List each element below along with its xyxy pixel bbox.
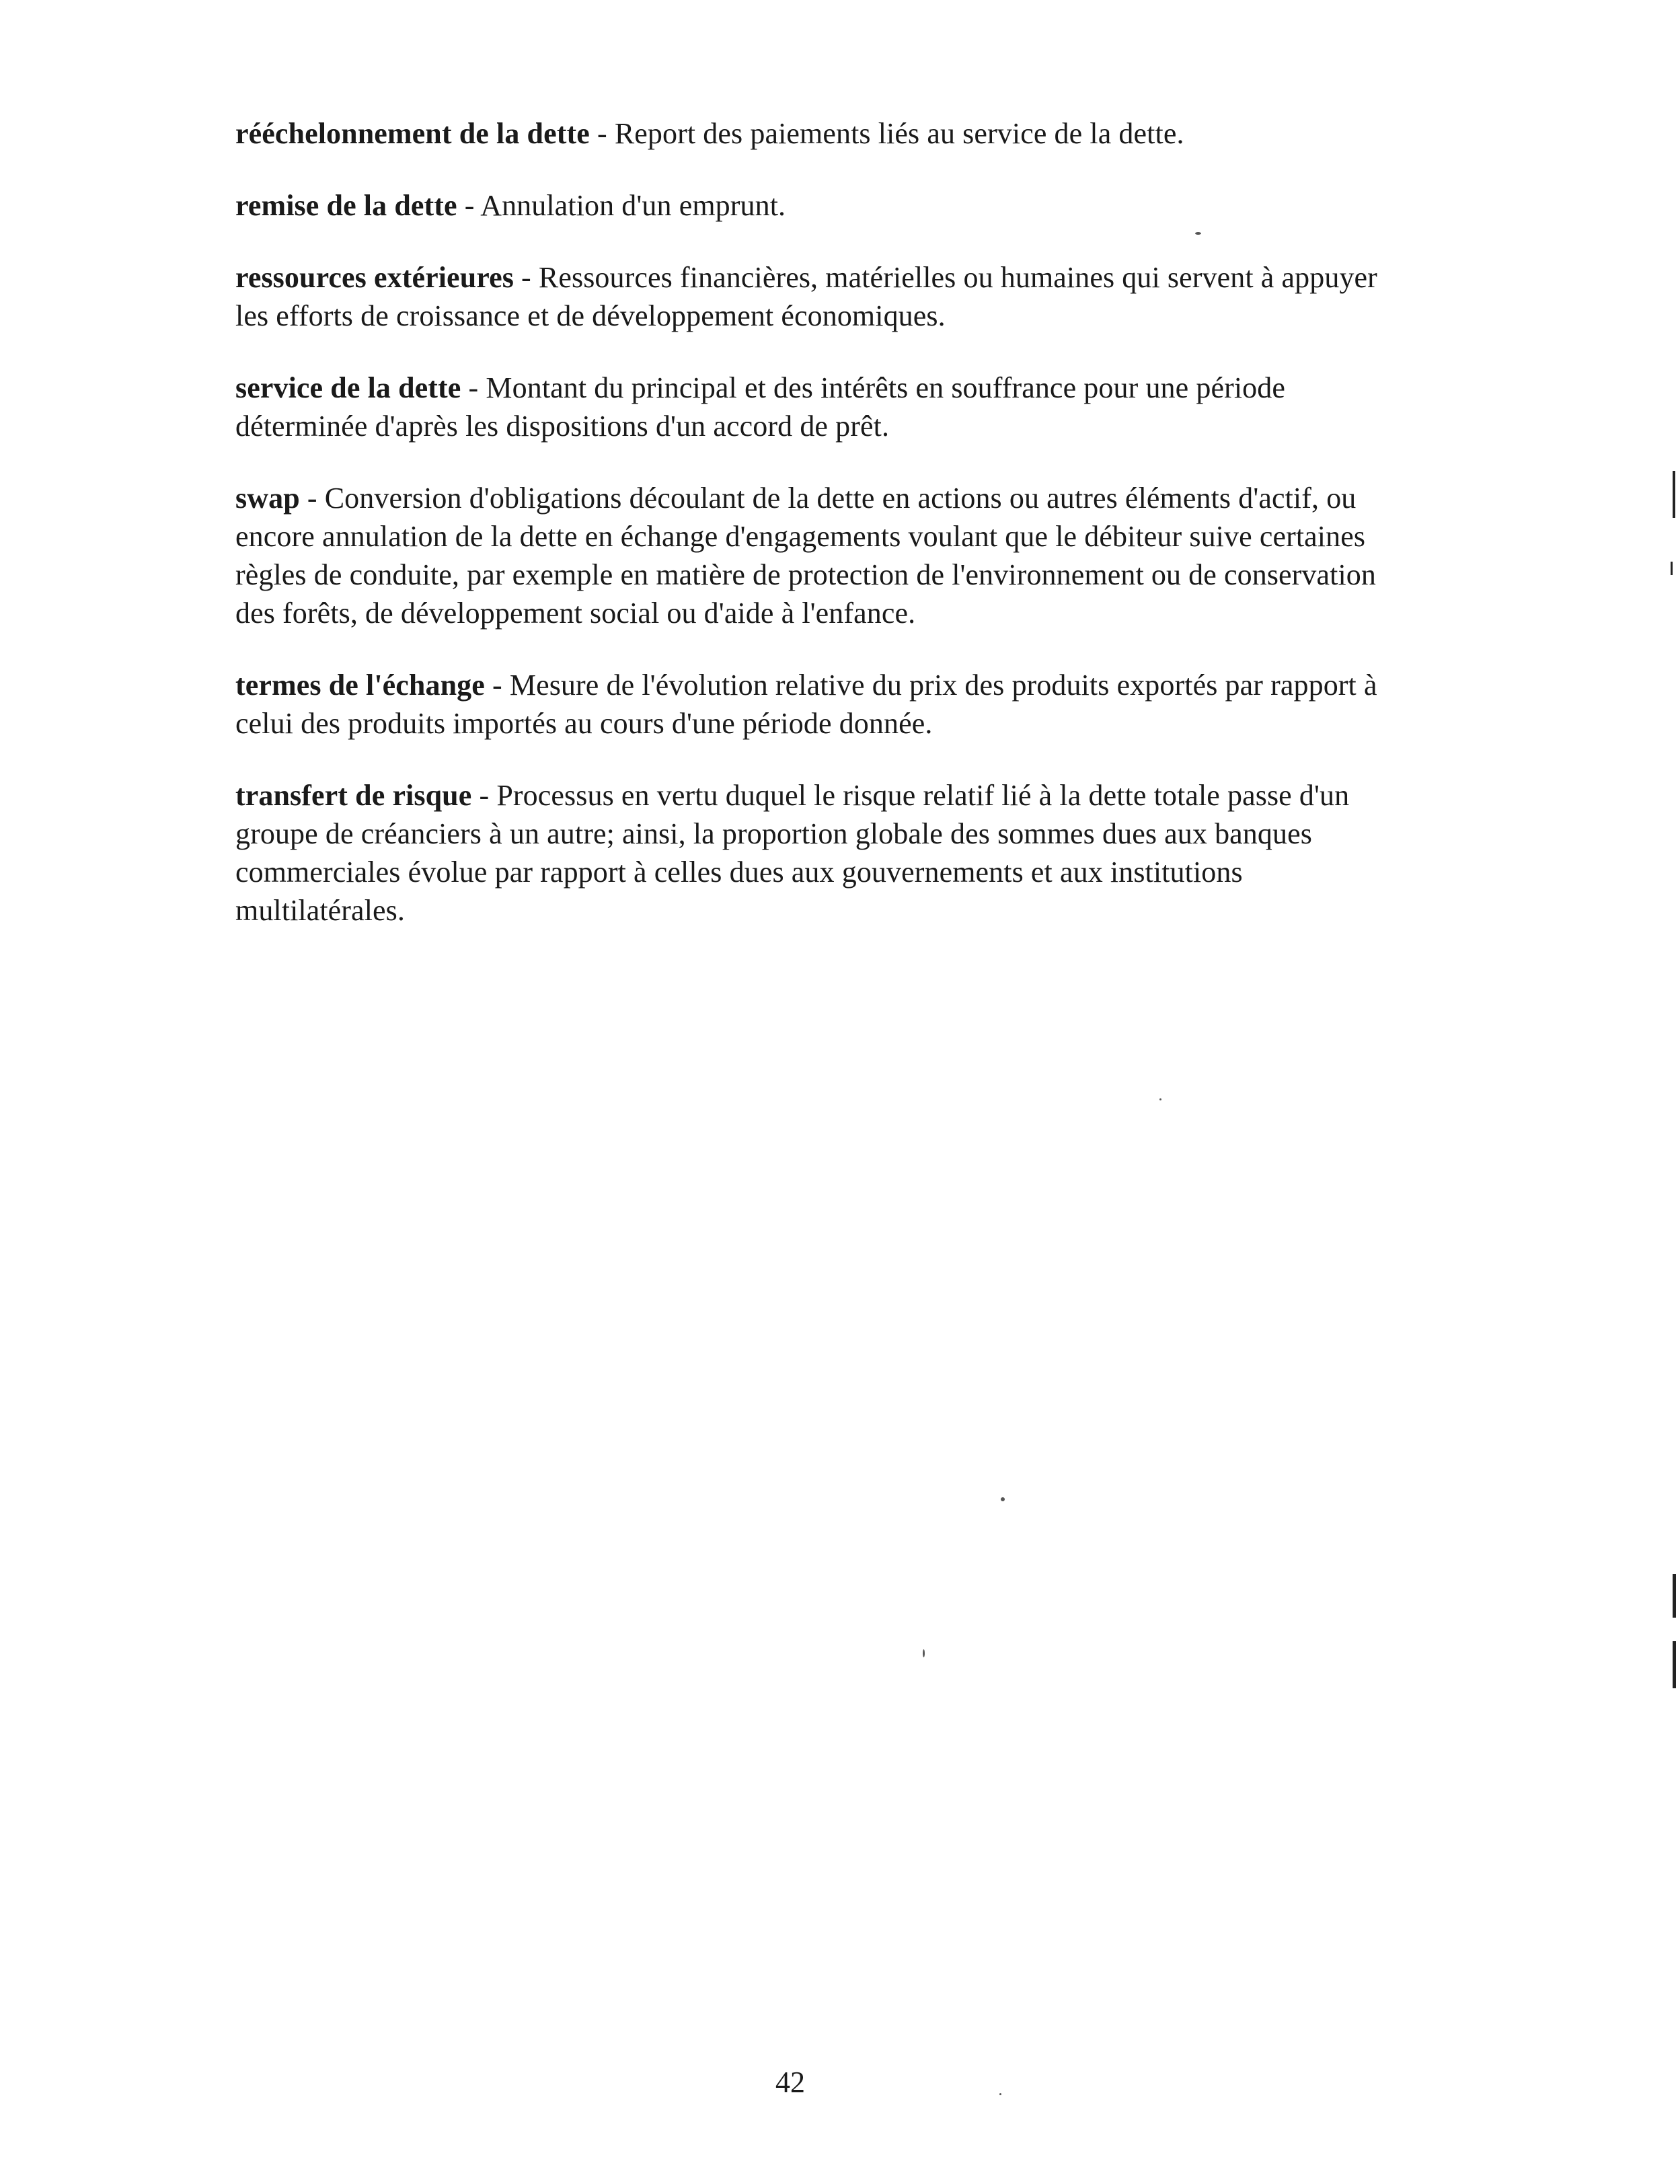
scan-speck (1001, 1497, 1005, 1501)
glossary-entry-reechelonnement (235, 114, 1406, 153)
glossary (235, 114, 1406, 963)
scan-mark (1673, 1574, 1676, 1618)
term-separator: - (471, 779, 497, 812)
glossary-entry-termes (235, 666, 1406, 743)
glossary-entry-remise (235, 186, 1406, 225)
term-separator: - (461, 371, 486, 404)
scan-speck (1159, 1098, 1161, 1100)
scan-mark (1671, 562, 1673, 575)
glossary-entry-ressources (235, 258, 1406, 335)
scan-speck (1195, 232, 1201, 235)
glossary-definition: Annulation d'un emprunt. (480, 189, 786, 222)
glossary-definition: Report des paiements liés au service de la dette. (614, 117, 1184, 150)
glossary-definition: Processus en vertu duquel le risque relatif lié à la dette totale passe d'un groupe de créanciers à un autre; ainsi, la proportion globale des sommes dues aux banques commerciales évolue par rapport à celles dues aux gouvernements et aux institutions multilatérales. (235, 779, 1350, 927)
page-number: 42 (775, 2066, 805, 2099)
scan-mark (1673, 1641, 1676, 1688)
glossary-term: service de la dette (235, 371, 461, 404)
term-separator: - (299, 482, 325, 515)
glossary-term: swap (235, 482, 300, 515)
glossary-definition: Ressources financières, matérielles ou humaines qui servent à appuyer les efforts de croissance et de développement économiques. (235, 261, 1377, 332)
term-separator: - (457, 189, 481, 222)
glossary-term: termes de l'échange (235, 669, 485, 702)
term-separator: - (589, 117, 615, 150)
glossary-definition: Montant du principal et des intérêts en souffrance pour une période déterminée d'après les dispositions d'un accord de prêt. (235, 371, 1286, 443)
glossary-definition: Conversion d'obligations découlant de la dette en actions ou autres éléments d'actif, ou encore annulation de la dette en échange d'engagements voulant que le débiteur suive certaines règles de conduite, par exemple en matière de protection de l'environnement ou de conservation des forêts, de développement social ou d'aide à l'enfance. (235, 482, 1377, 630)
glossary-entry-transfert (235, 776, 1406, 930)
glossary-entry-service (235, 369, 1406, 445)
glossary-term: transfert de risque (235, 779, 472, 812)
glossary-entry-swap (235, 479, 1406, 632)
glossary-term: remise de la dette (235, 189, 457, 222)
scan-mark (1673, 471, 1675, 518)
scan-speck (999, 2093, 1001, 2095)
glossary-term: rééchelonnement de la dette (235, 117, 590, 150)
glossary-term: ressources extérieures (235, 261, 514, 294)
term-separator: - (484, 669, 510, 702)
scan-speck (923, 1649, 925, 1657)
glossary-definition: Mesure de l'évolution relative du prix des produits exportés par rapport à celui des produits importés au cours d'une période donnée. (235, 669, 1377, 740)
term-separator: - (513, 261, 539, 294)
